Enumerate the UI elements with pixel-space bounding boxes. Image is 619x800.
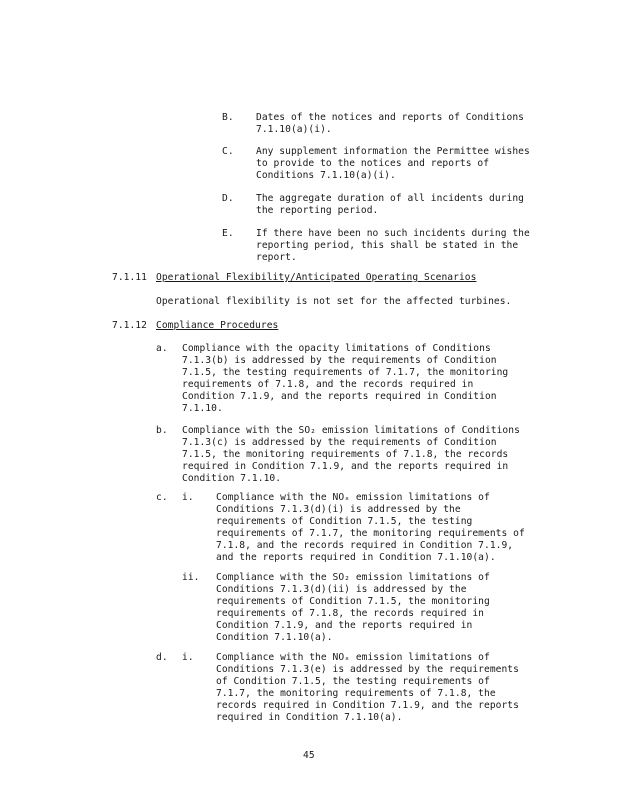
item-c2-ii-label: ii.	[182, 572, 200, 583]
item-d2-i-line-2: Conditions 7.1.3(e) is addressed by the requirements	[216, 664, 519, 675]
section-7-1-11-number: 7.1.11	[112, 272, 147, 283]
item-d2-i-line-6: required in Condition 7.1.10(a).	[216, 712, 403, 723]
item-c-label: C.	[222, 146, 234, 157]
item-c2-ii-line-5: Condition 7.1.9, and the reports required in	[216, 620, 473, 631]
item-b-line-1: Dates of the notices and reports of Conditions	[256, 112, 524, 123]
item-c2-i-line-1: Compliance with the NOₓ emission limitations of	[216, 492, 490, 503]
item-e-label: E.	[222, 228, 234, 239]
item-e-line-2: reporting period, this shall be stated in the	[256, 240, 519, 251]
item-c2-ii-line-2: Conditions 7.1.3(d)(ii) is addressed by the	[216, 584, 467, 595]
item-a-line-6: 7.1.10.	[182, 403, 223, 414]
item-d2-i-line-4: 7.1.7, the monitoring requirements of 7.1.8, the	[216, 688, 496, 699]
item-a-line-5: Condition 7.1.9, and the reports required in Condition	[182, 391, 497, 402]
section-7-1-11-body: Operational flexibility is not set for the affected turbines.	[156, 296, 512, 307]
item-d2-i-line-1: Compliance with the NOₓ emission limitations of	[216, 652, 490, 663]
item-c2-ii-line-1: Compliance with the SO₂ emission limitations of	[216, 572, 490, 583]
item-c-line-1: Any supplement information the Permittee wishes	[256, 146, 530, 157]
item-b-line-2: 7.1.10(a)(i).	[256, 124, 332, 135]
item-a-line-3: 7.1.5, the testing requirements of 7.1.7, the monitoring	[182, 367, 509, 378]
item-a-label: a.	[156, 343, 168, 354]
item-c2-label: c.	[156, 492, 168, 503]
item-c2-i-line-5: 7.1.8, and the records required in Condition 7.1.9,	[216, 540, 514, 551]
page-number: 45	[303, 750, 315, 761]
item-d2-label: d.	[156, 652, 168, 663]
item-b2-line-5: Condition 7.1.10.	[182, 473, 282, 484]
section-7-1-11-heading: Operational Flexibility/Anticipated Operating Scenarios	[156, 272, 477, 283]
item-b2-line-3: 7.1.5, the monitoring requirements of 7.1.8, the records	[182, 449, 509, 460]
item-e-line-1: If there have been no such incidents during the	[256, 228, 530, 239]
item-c2-i-label: i.	[182, 492, 194, 503]
item-d2-i-line-5: records required in Condition 7.1.9, and the reports	[216, 700, 519, 711]
item-a-line-4: requirements of 7.1.8, and the records required in	[182, 379, 474, 390]
item-c2-i-line-4: requirements of 7.1.7, the monitoring requirements of	[216, 528, 525, 539]
item-a-line-2: 7.1.3(b) is addressed by the requirements of Condition	[182, 355, 497, 366]
item-b2-line-2: 7.1.3(c) is addressed by the requirements of Condition	[182, 437, 497, 448]
item-b2-label: b.	[156, 425, 168, 436]
item-c2-i-line-2: Conditions 7.1.3(d)(i) is addressed by the	[216, 504, 461, 515]
section-7-1-12-heading: Compliance Procedures	[156, 320, 279, 331]
item-d-label: D.	[222, 193, 234, 204]
item-c2-ii-line-6: Condition 7.1.10(a).	[216, 632, 333, 643]
item-b2-line-1: Compliance with the SO₂ emission limitations of Conditions	[182, 425, 520, 436]
item-b-label: B.	[222, 112, 234, 123]
item-c-line-3: Conditions 7.1.10(a)(i).	[256, 170, 396, 181]
item-d2-i-line-3: of Condition 7.1.5, the testing requirements of	[216, 676, 490, 687]
item-c2-ii-line-3: requirements of Condition 7.1.5, the monitoring	[216, 596, 490, 607]
item-d-line-1: The aggregate duration of all incidents during	[256, 193, 524, 204]
item-c2-i-line-3: requirements of Condition 7.1.5, the testing	[216, 516, 473, 527]
item-d2-i-label: i.	[182, 652, 194, 663]
item-a-line-1: Compliance with the opacity limitations of Conditions	[182, 343, 491, 354]
item-c2-i-line-6: and the reports required in Condition 7.1.10(a).	[216, 552, 496, 563]
item-c-line-2: to provide to the notices and reports of	[256, 158, 490, 169]
item-d-line-2: the reporting period.	[256, 205, 379, 216]
item-b2-line-4: required in Condition 7.1.9, and the reports required in	[182, 461, 509, 472]
item-e-line-3: report.	[256, 252, 297, 263]
item-c2-ii-line-4: requirements of 7.1.8, the records required in	[216, 608, 484, 619]
section-7-1-12-number: 7.1.12	[112, 320, 147, 331]
